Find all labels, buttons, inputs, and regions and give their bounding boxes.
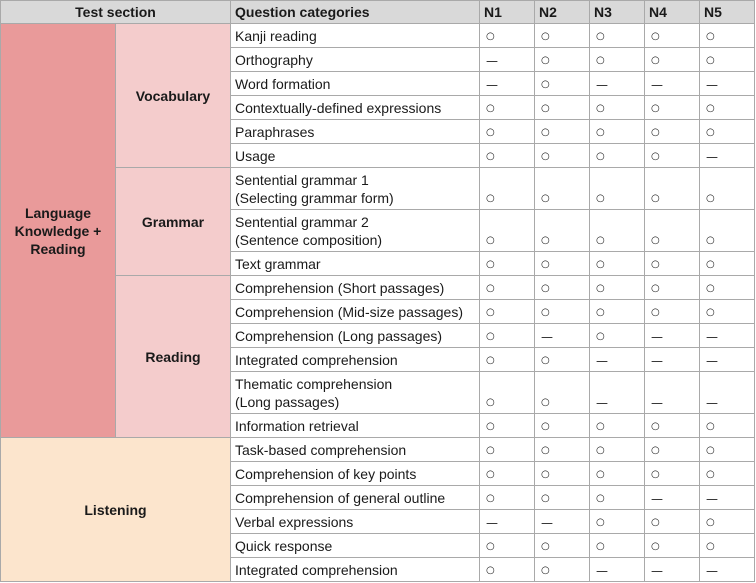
included-mark-n4: ○	[645, 168, 700, 210]
included-mark-n4: ○	[645, 96, 700, 120]
not-included-mark-n2: —	[535, 510, 590, 534]
question-category-line: (Selecting grammar form)	[235, 189, 394, 206]
question-category-line: Word formation	[235, 75, 331, 92]
included-mark-n4: ○	[645, 300, 700, 324]
question-category	[231, 300, 480, 324]
included-mark-n5: ○	[700, 96, 755, 120]
question-category	[231, 510, 480, 534]
not-included-mark-n4: —	[645, 486, 700, 510]
included-mark-n5: ○	[700, 120, 755, 144]
not-included-mark-n5: —	[700, 558, 755, 582]
question-category-line: Orthography	[235, 51, 313, 68]
not-included-mark-n3: —	[590, 558, 645, 582]
included-mark-n4: ○	[645, 462, 700, 486]
table-body	[1, 24, 755, 582]
test-section-header: Test section	[1, 1, 231, 24]
included-mark-n1: ○	[480, 96, 535, 120]
included-mark-n2: ○	[535, 486, 590, 510]
not-included-mark-n3: —	[590, 72, 645, 96]
included-mark-n3: ○	[590, 462, 645, 486]
subsection-grammar: Grammar	[116, 168, 231, 276]
included-mark-n5: ○	[700, 300, 755, 324]
included-mark-n1: ○	[480, 276, 535, 300]
not-included-mark-n4: —	[645, 72, 700, 96]
included-mark-n2: ○	[535, 48, 590, 72]
included-mark-n5: ○	[700, 252, 755, 276]
included-mark-n1: ○	[480, 438, 535, 462]
question-category	[231, 144, 480, 168]
question-category-line: Comprehension (Long passages)	[235, 327, 443, 344]
included-mark-n1: ○	[480, 168, 535, 210]
question-category-line: Paraphrases	[235, 123, 315, 140]
included-mark-n1: ○	[480, 486, 535, 510]
included-mark-n4: ○	[645, 438, 700, 462]
question-category-line: Comprehension of key points	[235, 465, 417, 482]
question-category	[231, 462, 480, 486]
not-included-mark-n3: —	[590, 372, 645, 414]
included-mark-n1: ○	[480, 372, 535, 414]
included-mark-n4: ○	[645, 534, 700, 558]
included-mark-n5: ○	[700, 414, 755, 438]
included-mark-n1: ○	[480, 252, 535, 276]
included-mark-n3: ○	[590, 300, 645, 324]
not-included-mark-n4: —	[645, 324, 700, 348]
subsection-vocabulary: Vocabulary	[116, 24, 231, 168]
included-mark-n2: ○	[535, 300, 590, 324]
included-mark-n4: ○	[645, 144, 700, 168]
included-mark-n3: ○	[590, 96, 645, 120]
question-category	[231, 72, 480, 96]
question-category-line: Contextually-defined expressions	[235, 99, 442, 116]
question-category-line: Verbal expressions	[235, 513, 354, 530]
section-label-line: Reading	[30, 240, 86, 257]
included-mark-n2: ○	[535, 168, 590, 210]
table-row	[1, 24, 755, 48]
included-mark-n1: ○	[480, 144, 535, 168]
included-mark-n2: ○	[535, 72, 590, 96]
included-mark-n3: ○	[590, 120, 645, 144]
question-category-line: Information retrieval	[235, 417, 359, 434]
subsection-reading: Reading	[116, 276, 231, 438]
included-mark-n1: ○	[480, 414, 535, 438]
level-header-n1: N1	[480, 1, 535, 24]
section-listening: Listening	[1, 438, 231, 582]
included-mark-n4: ○	[645, 510, 700, 534]
included-mark-n1: ○	[480, 120, 535, 144]
included-mark-n3: ○	[590, 414, 645, 438]
not-included-mark-n5: —	[700, 372, 755, 414]
question-category	[231, 24, 480, 48]
included-mark-n2: ○	[535, 210, 590, 252]
included-mark-n5: ○	[700, 276, 755, 300]
not-included-mark-n1: —	[480, 72, 535, 96]
question-category-line: Integrated comprehension	[235, 351, 398, 368]
included-mark-n2: ○	[535, 558, 590, 582]
question-category-line: Comprehension (Mid-size passages)	[235, 303, 463, 320]
included-mark-n2: ○	[535, 120, 590, 144]
included-mark-n4: ○	[645, 48, 700, 72]
question-category-line: Comprehension of general outline	[235, 489, 446, 506]
question-category	[231, 252, 480, 276]
question-category-line: Integrated comprehension	[235, 561, 398, 578]
included-mark-n1: ○	[480, 24, 535, 48]
not-included-mark-n1: —	[480, 510, 535, 534]
included-mark-n1: ○	[480, 348, 535, 372]
not-included-mark-n4: —	[645, 348, 700, 372]
included-mark-n5: ○	[700, 438, 755, 462]
included-mark-n2: ○	[535, 438, 590, 462]
level-header-n5: N5	[700, 1, 755, 24]
included-mark-n3: ○	[590, 24, 645, 48]
included-mark-n3: ○	[590, 534, 645, 558]
not-included-mark-n5: —	[700, 72, 755, 96]
question-category	[231, 438, 480, 462]
included-mark-n3: ○	[590, 144, 645, 168]
included-mark-n5: ○	[700, 48, 755, 72]
question-category-line: Quick response	[235, 537, 333, 554]
not-included-mark-n5: —	[700, 486, 755, 510]
not-included-mark-n5: —	[700, 324, 755, 348]
included-mark-n4: ○	[645, 252, 700, 276]
question-category	[231, 210, 480, 252]
question-category	[231, 120, 480, 144]
not-included-mark-n5: —	[700, 144, 755, 168]
included-mark-n1: ○	[480, 324, 535, 348]
included-mark-n5: ○	[700, 534, 755, 558]
included-mark-n3: ○	[590, 486, 645, 510]
included-mark-n3: ○	[590, 438, 645, 462]
included-mark-n3: ○	[590, 510, 645, 534]
included-mark-n3: ○	[590, 210, 645, 252]
included-mark-n1: ○	[480, 558, 535, 582]
header-row	[1, 1, 755, 24]
included-mark-n3: ○	[590, 276, 645, 300]
table-row	[1, 438, 755, 462]
included-mark-n4: ○	[645, 276, 700, 300]
question-category	[231, 96, 480, 120]
included-mark-n4: ○	[645, 210, 700, 252]
question-categories-header: Question categories	[231, 1, 480, 24]
question-category	[231, 372, 480, 414]
included-mark-n2: ○	[535, 24, 590, 48]
included-mark-n5: ○	[700, 510, 755, 534]
not-included-mark-n2: —	[535, 324, 590, 348]
question-category	[231, 414, 480, 438]
included-mark-n5: ○	[700, 24, 755, 48]
question-category	[231, 48, 480, 72]
not-included-mark-n1: —	[480, 48, 535, 72]
included-mark-n2: ○	[535, 252, 590, 276]
included-mark-n5: ○	[700, 168, 755, 210]
included-mark-n2: ○	[535, 96, 590, 120]
included-mark-n1: ○	[480, 300, 535, 324]
question-category	[231, 276, 480, 300]
section-label-line: Language	[24, 204, 92, 221]
included-mark-n4: ○	[645, 414, 700, 438]
included-mark-n2: ○	[535, 372, 590, 414]
included-mark-n2: ○	[535, 462, 590, 486]
included-mark-n2: ○	[535, 348, 590, 372]
question-category-line: Sentential grammar 1	[235, 171, 369, 188]
not-included-mark-n3: —	[590, 348, 645, 372]
included-mark-n2: ○	[535, 414, 590, 438]
question-category-line: (Sentence composition)	[235, 231, 383, 248]
level-header-n3: N3	[590, 1, 645, 24]
question-category-line: Sentential grammar 2	[235, 213, 369, 230]
section-language-knowledge-reading	[1, 24, 116, 438]
included-mark-n4: ○	[645, 120, 700, 144]
question-category	[231, 558, 480, 582]
not-included-mark-n4: —	[645, 558, 700, 582]
included-mark-n1: ○	[480, 210, 535, 252]
question-category	[231, 324, 480, 348]
question-category	[231, 534, 480, 558]
included-mark-n4: ○	[645, 24, 700, 48]
included-mark-n2: ○	[535, 144, 590, 168]
question-category-line: (Long passages)	[235, 393, 340, 410]
included-mark-n3: ○	[590, 324, 645, 348]
included-mark-n5: ○	[700, 210, 755, 252]
included-mark-n3: ○	[590, 252, 645, 276]
included-mark-n1: ○	[480, 462, 535, 486]
question-category-line: Task-based comprehension	[235, 441, 407, 458]
not-included-mark-n5: —	[700, 348, 755, 372]
question-category	[231, 486, 480, 510]
included-mark-n2: ○	[535, 534, 590, 558]
included-mark-n3: ○	[590, 168, 645, 210]
included-mark-n3: ○	[590, 48, 645, 72]
included-mark-n2: ○	[535, 276, 590, 300]
question-category-line: Text grammar	[235, 255, 321, 272]
question-category-line: Thematic comprehension	[235, 375, 393, 392]
section-label-line: Knowledge +	[14, 222, 102, 239]
included-mark-n1: ○	[480, 534, 535, 558]
question-category	[231, 348, 480, 372]
included-mark-n5: ○	[700, 462, 755, 486]
not-included-mark-n4: —	[645, 372, 700, 414]
level-header-n2: N2	[535, 1, 590, 24]
question-category	[231, 168, 480, 210]
question-category-line: Kanji reading	[235, 27, 317, 44]
question-category-line: Comprehension (Short passages)	[235, 279, 445, 296]
level-header-n4: N4	[645, 1, 700, 24]
question-category-line: Usage	[235, 147, 276, 164]
